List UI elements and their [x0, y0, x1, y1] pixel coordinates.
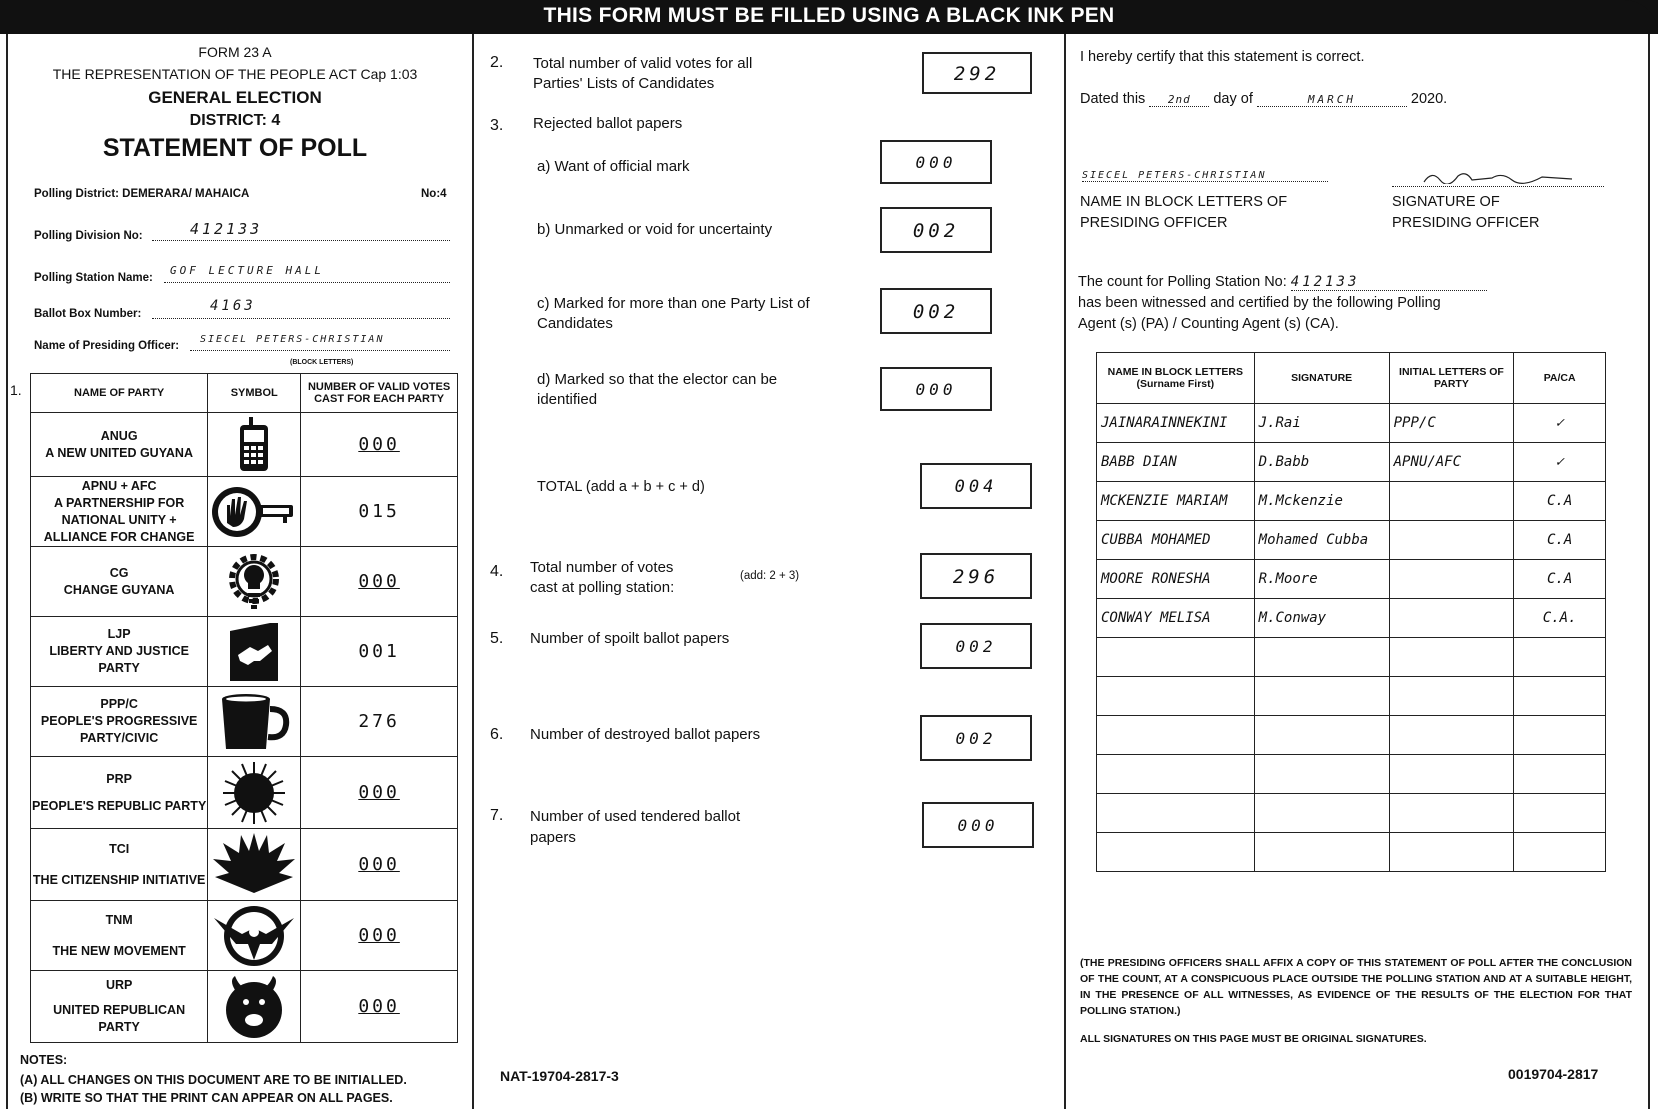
party-abbr: PRP [106, 771, 132, 786]
party-votes: 000 [358, 571, 400, 592]
certify-statement: I hereby certify that this statement is correct. [1080, 49, 1365, 65]
item-4-note: (add: 2 + 3) [740, 570, 800, 582]
table-row [31, 477, 458, 547]
agent-party-cell[interactable] [1389, 716, 1514, 755]
item-3-label: Rejected ballot papers [533, 115, 683, 132]
handshake-icon [208, 617, 301, 687]
agent-name-cell[interactable] [1097, 755, 1255, 794]
page-title: STATEMENT OF POLL [102, 134, 368, 162]
dated-year: 2020. [1410, 91, 1448, 107]
item-6-label: Number of destroyed ballot papers [530, 726, 761, 743]
rejected-total-value[interactable]: 004 [920, 463, 1032, 509]
ballot-box-label: Ballot Box Number: [34, 308, 142, 320]
agent-sig-cell[interactable]: J.Rai [1254, 404, 1389, 443]
presiding-officer-label: Name of Presiding Officer: [34, 340, 180, 352]
table-row [1097, 677, 1606, 716]
item-4-label: Total number of votes cast at polling station: [530, 559, 675, 596]
station-name-label: Polling Station Name: [34, 272, 153, 284]
dated-line [1080, 91, 1447, 107]
count-line [1078, 274, 1487, 291]
phone-icon [208, 413, 301, 477]
cup-icon [208, 687, 301, 757]
presiding-officer-value[interactable]: SIECEL PETERS-CHRISTIAN [200, 334, 385, 345]
item-7-number: 7. [490, 807, 504, 824]
block-letters-hint: (BLOCK LETTERS) [290, 359, 354, 366]
agent-party-cell[interactable] [1389, 638, 1514, 677]
rejected-total-label: TOTAL (add a + b + c + d) [537, 479, 705, 495]
agent-name-cell[interactable] [1097, 833, 1255, 872]
division-label: Polling Division No: [34, 230, 143, 242]
party-abbr: ANUG [100, 428, 138, 443]
agent-party-cell[interactable]: APNU/AFC [1389, 443, 1514, 482]
district-label: DISTRICT: 4 [189, 112, 281, 129]
dated-prefix: Dated this [1080, 91, 1146, 107]
banner-text: THIS FORM MUST BE FILLED USING A BLACK INK PEN [543, 4, 1115, 27]
instruction-banner [0, 0, 1658, 34]
day-of-label: day of [1213, 91, 1253, 107]
form-number: FORM 23 A [198, 44, 272, 60]
item-7-value[interactable]: 000 [922, 802, 1034, 848]
party-abbr: APNU + AFC [81, 478, 157, 493]
item-2-value[interactable]: 292 [922, 52, 1032, 94]
agent-name-cell[interactable]: CONWAY MELISA [1097, 599, 1255, 638]
col-header-agent-name: NAME IN BLOCK LETTERS (Surname First) [1097, 353, 1255, 404]
agent-sig-cell[interactable]: Mohamed Cubba [1254, 521, 1389, 560]
party-abbr: CG [109, 565, 129, 580]
agent-party-cell[interactable] [1389, 833, 1514, 872]
table-row [1097, 638, 1606, 677]
item-4-value[interactable]: 296 [920, 553, 1032, 599]
item-5-value[interactable]: 002 [920, 623, 1032, 669]
agent-party-cell[interactable] [1389, 521, 1514, 560]
rejected-b-label: b) Unmarked or void for uncertainty [537, 221, 773, 238]
rejected-d-value[interactable]: 000 [880, 367, 992, 411]
agents-table [1096, 352, 1606, 872]
party-votes: 000 [358, 782, 400, 803]
table-row [1097, 716, 1606, 755]
note-b: (B) WRITE SO THAT THE PRINT CAN APPEAR ON ALL PAGES. [20, 1091, 393, 1105]
agent-name-cell[interactable]: BABB DIAN [1097, 443, 1255, 482]
ballot-box-value[interactable]: 4163 [210, 298, 256, 314]
party-votes: 000 [358, 925, 400, 946]
agent-role-cell[interactable] [1514, 638, 1606, 677]
election-name: GENERAL ELECTION [148, 88, 322, 107]
party-name: A PARTNERSHIP FOR NATIONAL UNITY + ALLIANCE FOR CHANGE [43, 495, 195, 544]
rejected-a-value[interactable]: 000 [880, 140, 992, 184]
agent-sig-cell[interactable] [1254, 677, 1389, 716]
count-station-number[interactable]: 412133 [1291, 274, 1487, 291]
party-votes: 001 [358, 641, 400, 662]
division-value[interactable]: 412133 [190, 220, 263, 238]
item-6-number: 6. [490, 726, 504, 743]
agent-name-cell[interactable] [1097, 716, 1255, 755]
agent-party-cell[interactable] [1389, 482, 1514, 521]
gear-bulb-icon [208, 547, 301, 617]
party-name: A NEW UNITED GUYANA [45, 445, 193, 460]
table-row [31, 901, 458, 971]
party-votes: 000 [358, 996, 400, 1017]
presiding-officer-signature[interactable] [1392, 172, 1604, 187]
agent-sig-cell[interactable] [1254, 794, 1389, 833]
agent-role-cell[interactable] [1514, 794, 1606, 833]
rejected-c-label: c) Marked for more than one Party List of Candidates [537, 295, 810, 332]
agent-party-cell[interactable] [1389, 794, 1514, 833]
item-1-number: 1. [10, 382, 22, 398]
agent-name-cell[interactable]: JAINARAINNEKINI [1097, 404, 1255, 443]
agent-role-cell[interactable] [1514, 833, 1606, 872]
party-name: CHANGE GUYANA [63, 582, 175, 597]
agent-sig-cell[interactable] [1254, 833, 1389, 872]
item-5-label: Number of spoilt ballot papers [530, 630, 730, 647]
col-header-symbol: SYMBOL [208, 374, 301, 413]
middle-serial-number: NAT-19704-2817-3 [500, 1068, 619, 1084]
table-row [31, 413, 458, 477]
agent-role-cell[interactable]: C.A. [1514, 599, 1606, 638]
rejected-d-label: d) Marked so that the elector can be identified [537, 371, 778, 408]
agent-role-cell[interactable] [1514, 677, 1606, 716]
item-3-number: 3. [490, 117, 504, 134]
dated-month[interactable]: MARCH [1257, 93, 1407, 107]
bull-icon [208, 971, 301, 1043]
item-6-value[interactable]: 002 [920, 715, 1032, 761]
agent-party-cell[interactable] [1389, 599, 1514, 638]
table-row [31, 757, 458, 829]
agent-role-cell[interactable] [1514, 716, 1606, 755]
item-2-label: Total number of valid votes for all Parties' Lists of Candidates [533, 55, 753, 92]
table-row [1097, 443, 1606, 482]
presiding-officer-name-handwritten[interactable]: SIECEL PETERS-CHRISTIAN [1082, 170, 1328, 182]
party-votes: 000 [358, 854, 400, 875]
table-row [31, 687, 458, 757]
agent-role-cell[interactable]: ✓ [1514, 443, 1606, 482]
agent-role-cell[interactable]: C.A [1514, 482, 1606, 521]
original-signatures-note: ALL SIGNATURES ON THIS PAGE MUST BE ORIGINAL SIGNATURES. [1080, 1033, 1427, 1045]
dated-day[interactable]: 2nd [1149, 93, 1209, 107]
agent-sig-cell[interactable] [1254, 755, 1389, 794]
agent-name-cell[interactable]: MCKENZIE MARIAM [1097, 482, 1255, 521]
party-name: PEOPLE'S REPUBLIC PARTY [31, 798, 207, 813]
agent-name-cell[interactable]: MOORE RONESHA [1097, 560, 1255, 599]
rejected-c-value[interactable]: 002 [880, 288, 992, 334]
agent-sig-cell[interactable]: R.Moore [1254, 560, 1389, 599]
note-a: (A) ALL CHANGES ON THIS DOCUMENT ARE TO BE INITIALLED. [20, 1073, 407, 1087]
agent-name-cell[interactable]: CUBBA MOHAMED [1097, 521, 1255, 560]
item-4-number: 4. [490, 563, 504, 580]
count-prefix: The count for Polling Station No: [1078, 274, 1287, 290]
item-5-number: 5. [490, 630, 504, 647]
table-row [31, 617, 458, 687]
leaf-icon [208, 829, 301, 901]
party-abbr: TCI [109, 841, 130, 856]
party-abbr: URP [105, 978, 133, 992]
party-votes-table [30, 373, 458, 1043]
party-votes: 276 [358, 711, 400, 732]
act-reference: THE REPRESENTATION OF THE PEOPLE ACT Cap 1:03 [52, 66, 418, 82]
agent-name-cell[interactable] [1097, 638, 1255, 677]
agent-sig-cell[interactable] [1254, 716, 1389, 755]
party-name: PEOPLE'S PROGRESSIVE PARTY/CIVIC [40, 714, 198, 745]
notes-title: NOTES: [20, 1053, 68, 1067]
table-row [1097, 560, 1606, 599]
party-name: THE NEW MOVEMENT [52, 943, 186, 958]
col-header-signature: SIGNATURE [1254, 353, 1389, 404]
rejected-b-value[interactable]: 002 [880, 207, 992, 253]
agent-name-cell[interactable] [1097, 794, 1255, 833]
count-witness-line: has been witnessed and certified by the following Polling [1078, 295, 1441, 311]
party-abbr: LJP [107, 627, 131, 641]
party-abbr: TNM [105, 912, 133, 927]
polling-district-label: Polling District: DEMERARA/ MAHAICA [34, 188, 250, 200]
agent-party-cell[interactable] [1389, 560, 1514, 599]
agent-sig-cell[interactable]: D.Babb [1254, 443, 1389, 482]
table-row [31, 547, 458, 617]
table-row [1097, 794, 1606, 833]
col-header-votes: NUMBER OF VALID VOTES CAST FOR EACH PARTY [301, 374, 458, 413]
posting-instruction: (THE PRESIDING OFFICERS SHALL AFFIX A COPY OF THIS STATEMENT OF POLL AFTER THE CONCLUSION OF THE COUNT, AT A CONSPICUOUS PLACE OUTSIDE THE POLLING STATION AND AT A SUITABLE HEIGHT, IN THE PRESENCE OF ALL WITNESSES, AS EVIDENCE OF THE RESULTS OF THE ELECTION FOR THAT POLLING STATION.) [1080, 957, 1632, 1017]
count-agents-line: Agent (s) (PA) / Counting Agent (s) (CA). [1078, 316, 1339, 332]
table-row [1097, 521, 1606, 560]
eagle-icon [208, 901, 301, 971]
name-block-letters-label: NAME IN BLOCK LETTERS OF PRESIDING OFFICER [1080, 194, 1288, 231]
table-row [1097, 404, 1606, 443]
party-name: THE CITIZENSHIP INITIATIVE [32, 872, 206, 887]
table-row [1097, 482, 1606, 521]
col-header-pa-ca: PA/CA [1514, 353, 1606, 404]
agent-name-cell[interactable] [1097, 677, 1255, 716]
party-abbr: PPP/C [100, 697, 138, 711]
party-name: UNITED REPUBLICAN PARTY [53, 1003, 186, 1034]
party-votes: 015 [358, 501, 400, 522]
agent-party-cell[interactable]: PPP/C [1389, 404, 1514, 443]
table-row [1097, 833, 1606, 872]
col-header-party: NAME OF PARTY [31, 374, 208, 413]
table-row [31, 971, 458, 1043]
sun-icon [208, 757, 301, 829]
agent-party-cell[interactable] [1389, 755, 1514, 794]
right-serial-number: 0019704-2817 [1508, 1066, 1599, 1082]
signature-label: SIGNATURE OF PRESIDING OFFICER [1392, 194, 1540, 231]
col-header-party-initials: INITIAL LETTERS OF PARTY [1389, 353, 1514, 404]
party-name: LIBERTY AND JUSTICE PARTY [49, 644, 189, 675]
station-name-value[interactable]: GOF LECTURE HALL [170, 264, 324, 277]
agent-sig-cell[interactable] [1254, 638, 1389, 677]
rejected-a-label: a) Want of official mark [537, 158, 690, 175]
item-2-number: 2. [490, 54, 504, 71]
agent-sig-cell[interactable]: M.Conway [1254, 599, 1389, 638]
table-row [1097, 755, 1606, 794]
agent-party-cell[interactable] [1389, 677, 1514, 716]
table-row [31, 829, 458, 901]
polling-district-number: No:4 [421, 188, 447, 200]
table-row [1097, 599, 1606, 638]
agent-sig-cell[interactable]: M.Mckenzie [1254, 482, 1389, 521]
agent-role-cell[interactable]: C.A [1514, 521, 1606, 560]
agent-role-cell[interactable] [1514, 755, 1606, 794]
hand-key-icon [208, 477, 301, 547]
agent-role-cell[interactable]: C.A [1514, 560, 1606, 599]
party-votes: 000 [358, 434, 400, 455]
item-7-label: Number of used tendered ballot papers [530, 808, 741, 846]
agent-role-cell[interactable]: ✓ [1514, 404, 1606, 443]
